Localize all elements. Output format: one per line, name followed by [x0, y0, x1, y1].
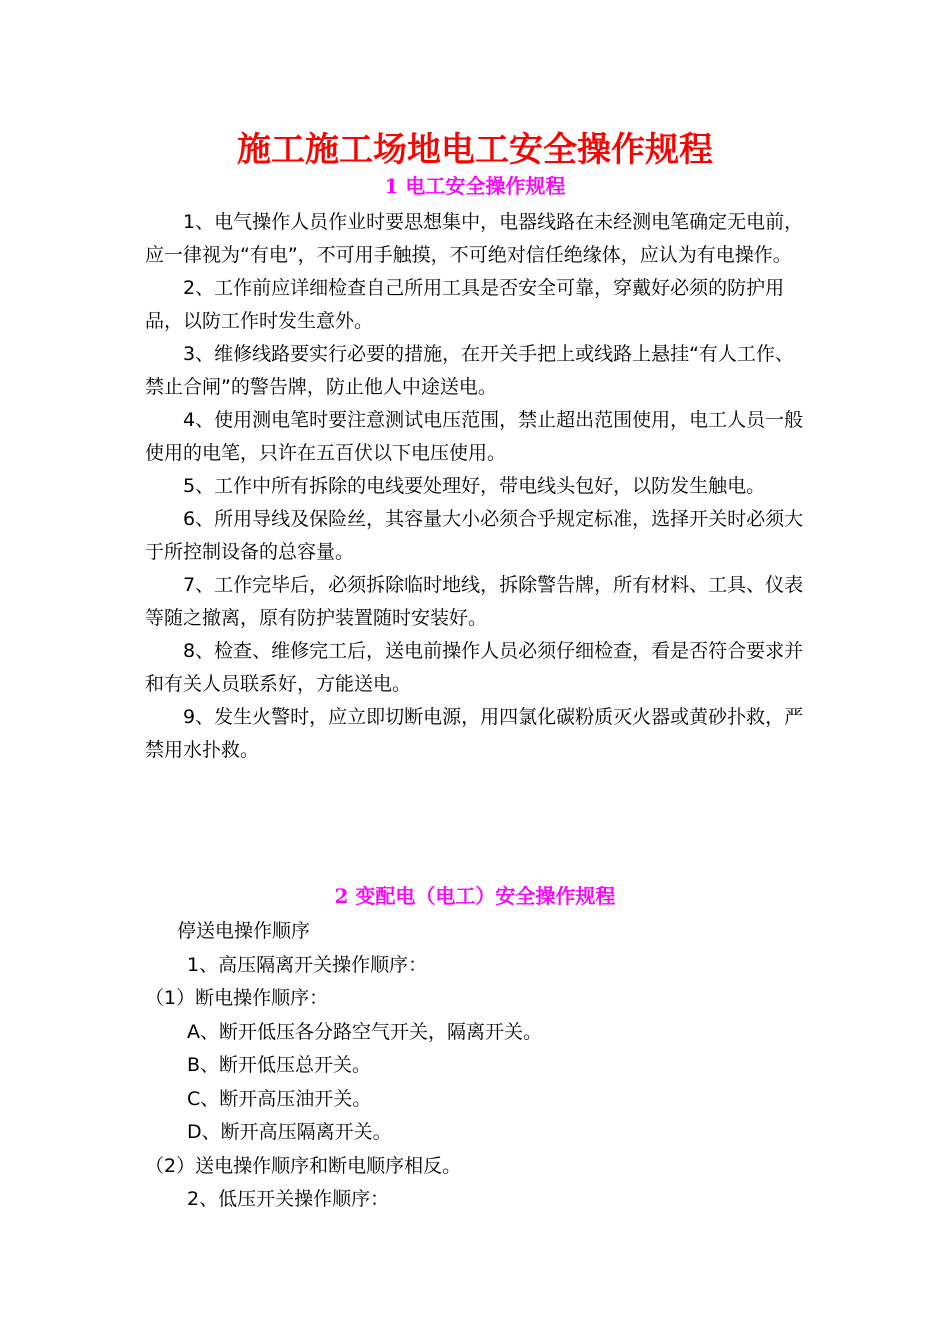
- list-item: B、断开低压总开关。: [187, 1054, 372, 1076]
- paragraph: 1、电气操作人员作业时要思想集中，电器线路在未经测电笔确定无电前，应一律视为“有电”，不可用手触摸，不可绝对信任绝缘体，应认为有电操作。: [145, 211, 804, 266]
- document-title: 施工施工场地电工安全操作规程: [237, 130, 713, 170]
- list-item: D、断开高压隔离开关。: [187, 1121, 392, 1143]
- list-item: A、断开低压各分路空气开关，隔离开关。: [187, 1020, 542, 1043]
- paragraph: 5、工作中所有拆除的电线要处理好，带电线头包好，以防发生触电。: [183, 475, 766, 497]
- list-item: （2）送电操作顺序和断电顺序相反。: [145, 1154, 462, 1177]
- paragraph: 8、检查、维修完工后，送电前操作人员必须仔细检查，看是否符合要求并和有关人员联系好，方能送电。: [145, 640, 804, 695]
- paragraph: 6、所用导线及保险丝，其容量大小必须合乎规定标准，选择开关时必须大于所控制设备的总容量。: [145, 508, 804, 563]
- paragraph: 2、工作前应详细检查自己所用工具是否安全可靠，穿戴好必须的防护用品，以防工作时发生意外。: [145, 277, 785, 332]
- section-heading-2: 2 变配电（电工）安全操作规程: [334, 884, 616, 908]
- list-item: 1、高压隔离开关操作顺序：: [187, 953, 428, 976]
- section-1-body: [145, 206, 805, 767]
- list-item: C、断开高压油开关。: [187, 1087, 372, 1110]
- list-item: 停送电操作顺序: [177, 920, 311, 942]
- section-heading-1: 1 电工安全操作规程: [384, 174, 566, 198]
- section-2-body: [145, 915, 805, 1217]
- paragraph: 9、发生火警时，应立即切断电源，用四氯化碳粉质灭火器或黄砂扑救，严禁用水扑救。: [145, 706, 804, 761]
- paragraph: 7、工作完毕后，必须拆除临时地线，拆除警告牌，所有材料、工具、仪表等随之撤离，原有防护装置随时安装好。: [145, 574, 804, 629]
- list-item: （1）断电操作顺序：: [145, 987, 329, 1009]
- paragraph: 3、维修线路要实行必要的措施，在开关手把上或线路上悬挂“有人工作、禁止合闸”的警告牌，防止他人中途送电。: [145, 343, 794, 398]
- paragraph: 4、使用测电笔时要注意测试电压范围，禁止超出范围使用，电工人员一般使用的电笔，只许在五百伏以下电压使用。: [145, 409, 804, 464]
- list-item: 2、低压开关操作顺序：: [187, 1188, 390, 1210]
